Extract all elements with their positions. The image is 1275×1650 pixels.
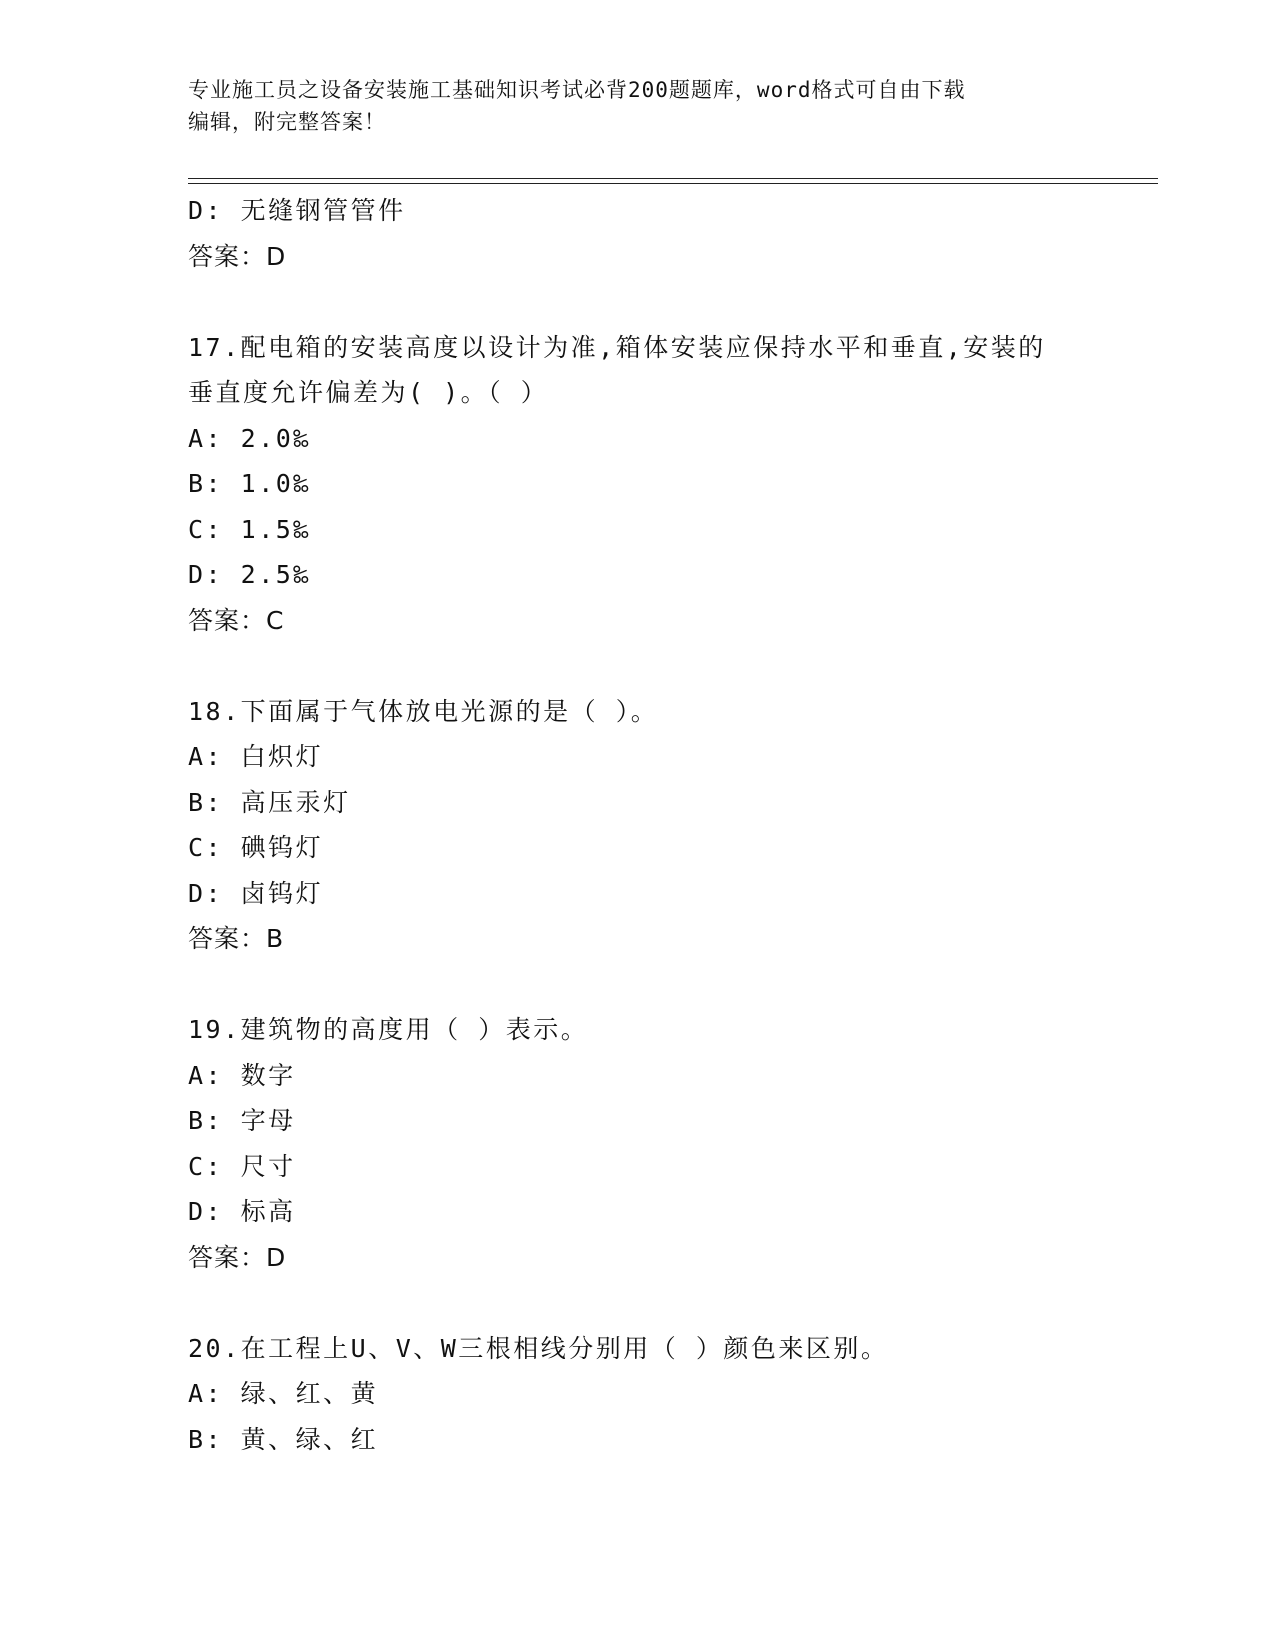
document-header <box>188 74 1088 138</box>
header-title-line-1: 专业施工员之设备安装施工基础知识考试必背200题题库，word格式可自由下载 <box>188 78 966 102</box>
spacer <box>188 962 1088 1008</box>
option-d: D: 卤钨灯 <box>188 878 324 908</box>
spacer <box>188 279 1088 325</box>
question-stem-continued: 垂直度允许偏差为( )。（ ） <box>188 378 549 407</box>
option-a: A: 数字 <box>188 1060 296 1090</box>
option-b: B: 1.0‰ <box>188 469 311 498</box>
header-title-line-2: 编辑，附完整答案！ <box>188 110 386 134</box>
question-stem: 20.在工程上U、V、W三根相线分别用（ ）颜色来区别。 <box>188 1333 889 1363</box>
question-20 <box>188 1326 1088 1463</box>
question-stem: 19.建筑物的高度用（ ）表示。 <box>188 1015 589 1044</box>
answer-line: 答案：C <box>188 605 285 635</box>
question-17 <box>188 325 1088 644</box>
option-d: D: 无缝钢管管件 <box>188 196 406 225</box>
spacer <box>188 643 1088 689</box>
question-19 <box>188 1007 1088 1280</box>
option-c: C: 尺寸 <box>188 1151 296 1181</box>
answer-line: 答案：D <box>188 1242 287 1272</box>
previous-question-tail <box>188 188 1088 279</box>
option-c: C: 碘钨灯 <box>188 833 324 862</box>
option-b: B: 黄、绿、红 <box>188 1424 379 1454</box>
option-d: D: 2.5‰ <box>188 560 311 589</box>
question-18 <box>188 689 1088 962</box>
question-list <box>188 188 1088 1462</box>
header-divider-bottom <box>188 183 1158 184</box>
option-b: B: 字母 <box>188 1106 296 1135</box>
option-b: B: 高压汞灯 <box>188 787 351 817</box>
question-stem: 18.下面属于气体放电光源的是（ ）。 <box>188 696 659 726</box>
option-a: A: 绿、红、黄 <box>188 1379 379 1408</box>
answer-line: 答案：B <box>188 924 285 953</box>
question-stem: 17.配电箱的安装高度以设计为准,箱体安装应保持水平和垂直,安装的 <box>188 332 1046 362</box>
spacer <box>188 1280 1088 1326</box>
header-divider-top <box>188 178 1158 179</box>
option-a: A: 2.0‰ <box>188 423 311 453</box>
answer-line: 答案：D <box>188 241 287 271</box>
option-a: A: 白炽灯 <box>188 742 324 771</box>
option-c: C: 1.5‰ <box>188 514 311 544</box>
option-d: D: 标高 <box>188 1197 296 1226</box>
